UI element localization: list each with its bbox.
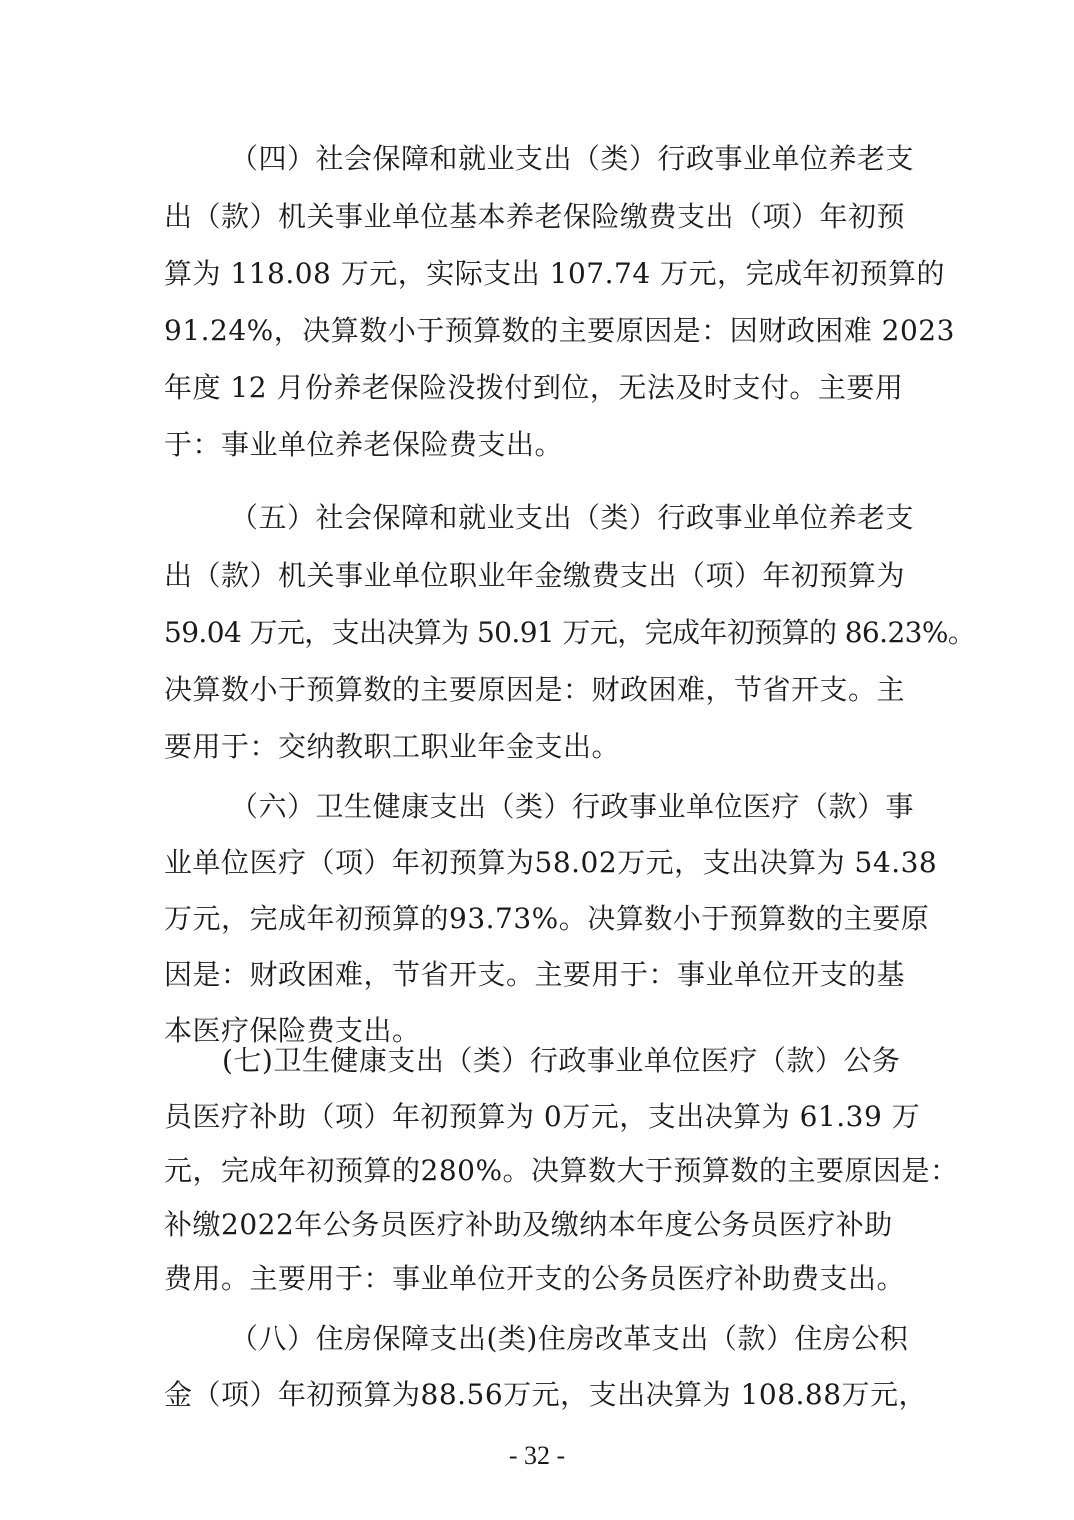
- paragraph-line: 元，完成年初预算的280%。决算数大于预算数的主要原因是：: [164, 1154, 959, 1187]
- paragraph-line: 出（款）机关事业单位基本养老保险缴费支出（项）年初预: [164, 200, 906, 233]
- paragraph-line: 员医疗补助（项）年初预算为 0万元，支出决算为 61.39 万: [164, 1100, 921, 1133]
- page-number: - 32 -: [508, 1441, 566, 1470]
- paragraph-line: 本医疗保险费支出。: [164, 1014, 421, 1047]
- paragraph-line: 金（项）年初预算为88.56万元，支出决算为 108.88万元，: [164, 1378, 928, 1411]
- paragraph-line: 年度 12 月份养老保险没拨付到位，无法及时支付。主要用: [164, 371, 904, 404]
- paragraph-line: 万元，完成年初预算的93.73%。决算数小于预算数的主要原: [164, 902, 930, 935]
- paragraph-line: （八）住房保障支出(类)住房改革支出（款）住房公积: [230, 1322, 909, 1355]
- paragraph-line: (七)卫生健康支出（类）行政事业单位医疗（款）公务: [222, 1044, 901, 1077]
- paragraph-line: 出（款）机关事业单位职业年金缴费支出（项）年初预算为: [164, 559, 906, 592]
- paragraph-line: （六）卫生健康支出（类）行政事业单位医疗（款）事: [230, 790, 915, 823]
- paragraph-line: 费用。主要用于：事业单位开支的公务员医疗补助费支出。: [164, 1262, 906, 1295]
- paragraph-line: （四）社会保障和就业支出（类）行政事业单位养老支: [230, 142, 915, 175]
- paragraph-line: 于：事业单位养老保险费支出。: [164, 428, 564, 461]
- paragraph-line: 91.24%，决算数小于预算数的主要原因是：因财政困难 2023: [164, 314, 955, 347]
- paragraph-line: 补缴2022年公务员医疗补助及缴纳本年度公务员医疗补助: [164, 1208, 893, 1241]
- paragraph-line: 要用于：交纳教职工职业年金支出。: [164, 730, 621, 763]
- paragraph-line: 因是：财政困难，节省开支。主要用于：事业单位开支的基: [164, 958, 906, 991]
- paragraph-line: 算为 118.08 万元，实际支出 107.74 万元，完成年初预算的: [164, 257, 946, 290]
- paragraph-line: 业单位医疗（项）年初预算为58.02万元，支出决算为 54.38: [164, 846, 938, 879]
- paragraph-line: 59.04 万元，支出决算为 50.91 万元，完成年初预算的 86.23%。: [164, 616, 976, 649]
- paragraph-line: （五）社会保障和就业支出（类）行政事业单位养老支: [230, 501, 915, 534]
- paragraph-line: 决算数小于预算数的主要原因是：财政困难，节省开支。主: [164, 673, 906, 706]
